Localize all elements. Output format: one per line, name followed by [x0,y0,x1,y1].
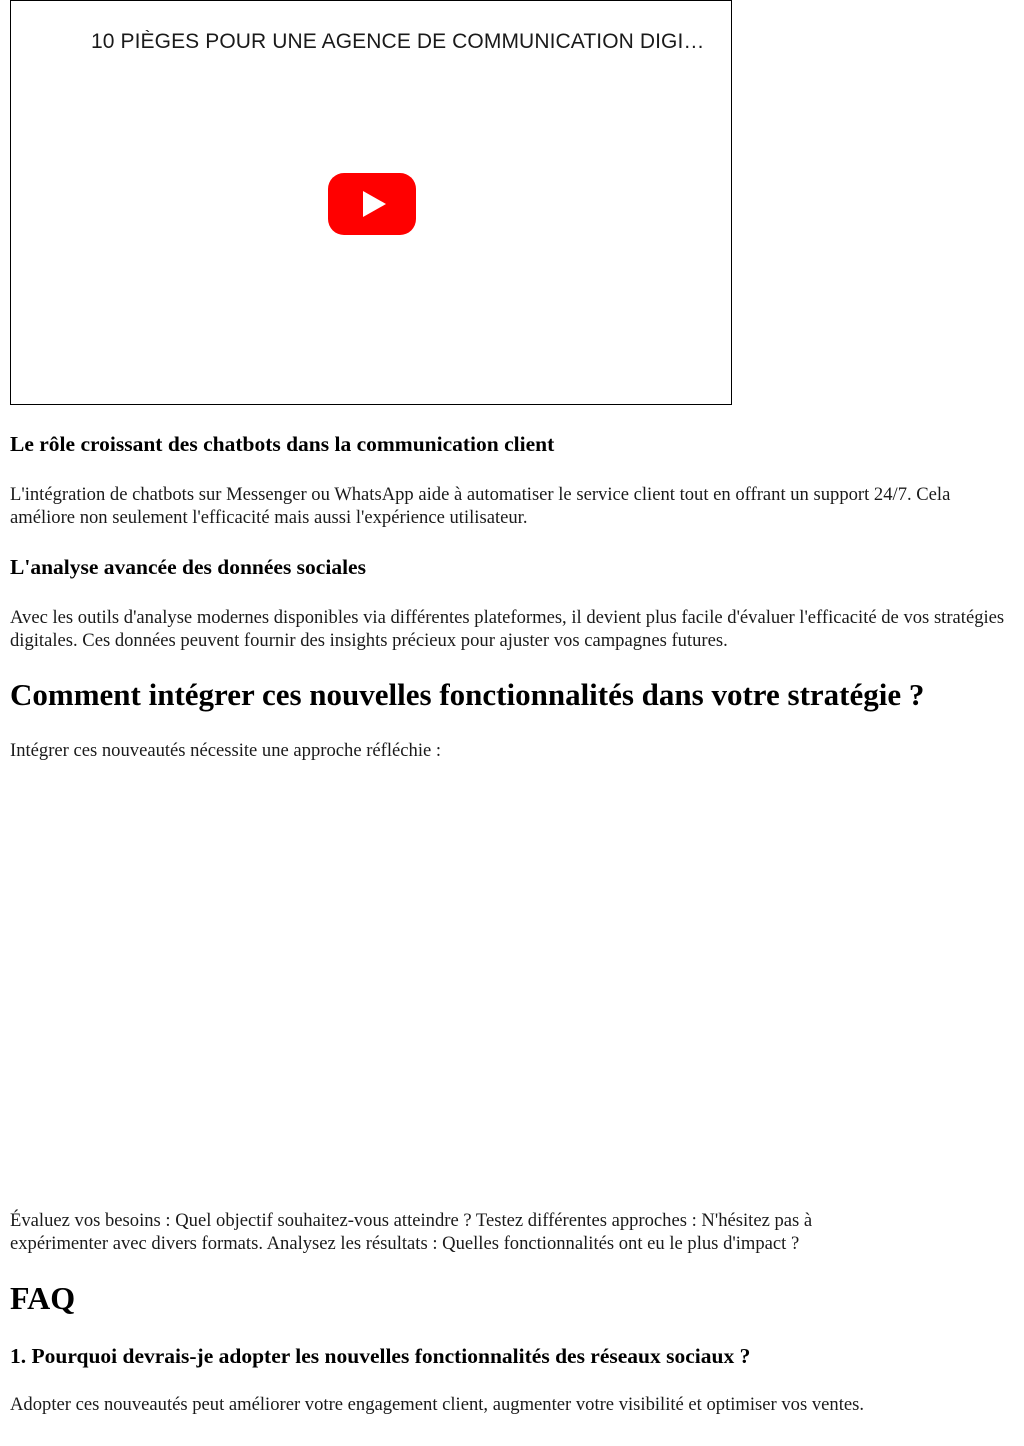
section-intro-integrer: Intégrer ces nouveautés nécessite une approche réfléchie : [10,740,442,761]
section-steps-integrer: Évaluez vos besoins : Quel objectif souhaitez-vous atteindre ? Testez différentes approches : N'hésitez pas à expérimenter avec divers formats. Analysez les résultats : Quelles fonctionnalités ont eu le plus d'impact ? [10,1210,813,1254]
faq-heading: FAQ [10,1280,76,1316]
section-heading-integrer: Comment intégrer ces nouvelles fonctionnalités dans votre stratégie ? [10,677,925,712]
play-button[interactable] [328,173,416,235]
article-content [10,0,1014,1415]
section-text-analyse: Avec les outils d'analyse modernes disponibles via différentes plateformes, il devient plus facile d'évaluer l'efficacité de vos stratégies digitales. Ces données peuvent fournir des insights précieux pour ajuster vos campagnes futures. [10,607,1005,651]
faq-answer-1: Adopter ces nouveautés peut améliorer votre engagement client, augmenter votre visibilité et optimiser vos ventes. [10,1394,865,1415]
youtube-video-embed[interactable] [10,0,732,405]
faq-question-1: 1. Pourquoi devrais-je adopter les nouvelles fonctionnalités des réseaux sociaux ? [10,1344,751,1368]
section-text-chatbots: L'intégration de chatbots sur Messenger ou WhatsApp aide à automatiser le service client tout en offrant un support 24/7. Cela améliore non seulement l'efficacité mais aussi l'expérience utilisateur. [10,484,951,528]
video-title[interactable]: 10 PIÈGES POUR UNE AGENCE DE COMMUNICATION DIGI… [91,30,705,53]
blank-embed-area [10,780,1010,1190]
section-heading-analyse: L'analyse avancée des données sociales [10,555,366,579]
section-heading-chatbots: Le rôle croissant des chatbots dans la communication client [10,432,555,456]
youtube-play-icon [328,173,416,235]
